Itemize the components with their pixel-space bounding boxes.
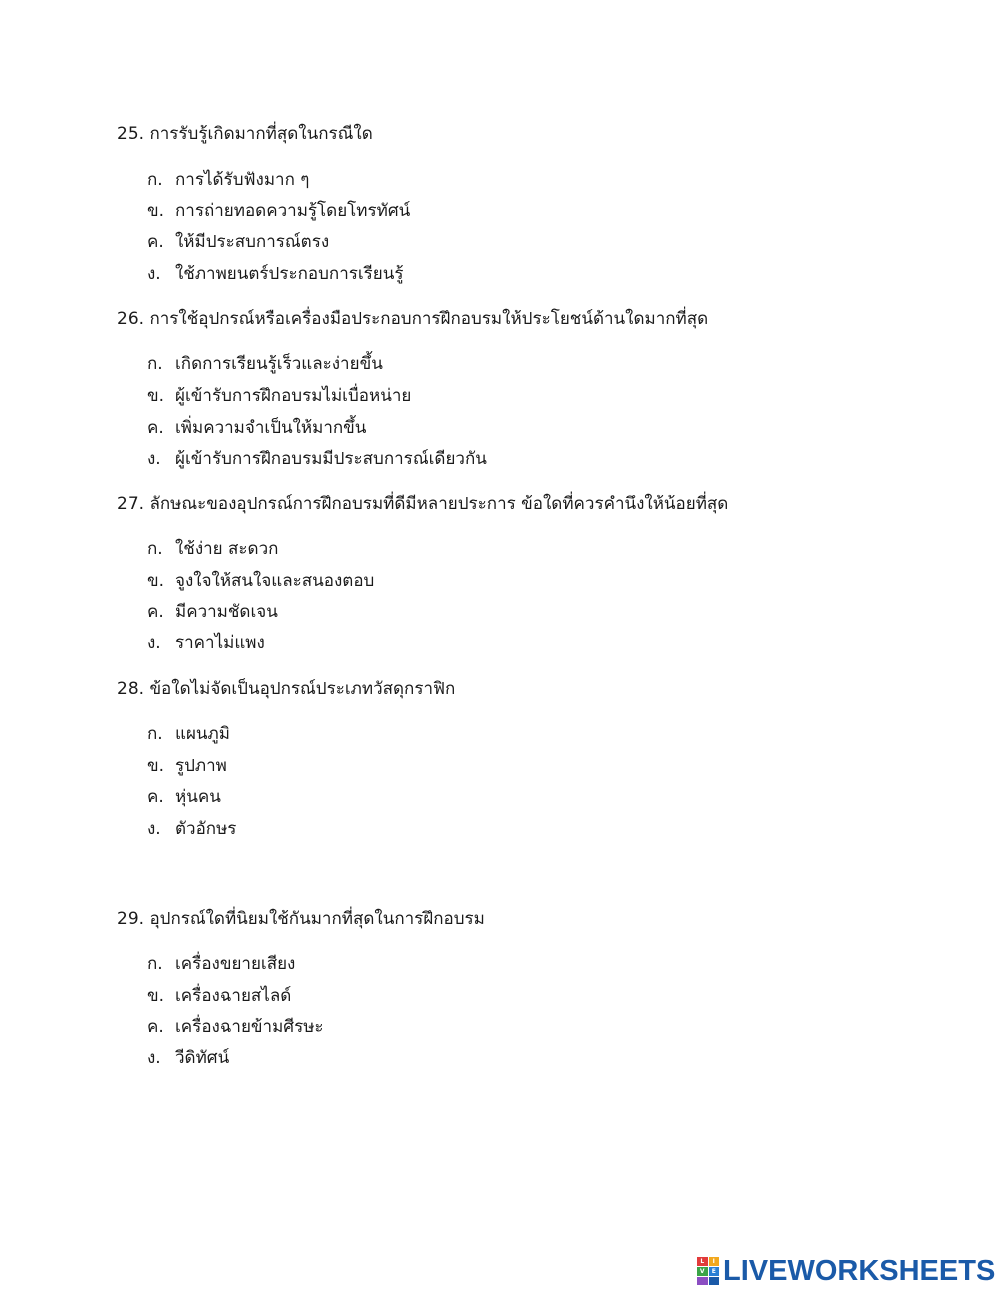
option-text: ให้มีประสบการณ์ตรง bbox=[175, 232, 330, 252]
option-text: เครื่องขยายเสียง bbox=[175, 954, 296, 974]
liveworksheets-logo-text: LIVEWORKSHEETS bbox=[723, 1254, 996, 1287]
logo-block-accent-1 bbox=[697, 1277, 708, 1285]
question-29-option-d[interactable] bbox=[147, 1046, 229, 1070]
option-letter: ง. bbox=[147, 264, 161, 284]
logo-block-v: V bbox=[697, 1267, 708, 1276]
option-text: หุ่นคน bbox=[175, 787, 221, 807]
option-text: เครื่องฉายสไลด์ bbox=[175, 986, 292, 1006]
question-26-option-a[interactable] bbox=[147, 352, 383, 376]
question-29-option-c[interactable] bbox=[147, 1015, 324, 1039]
question-25-option-d[interactable] bbox=[147, 262, 404, 286]
liveworksheets-logo bbox=[697, 1254, 995, 1288]
question-25-option-b[interactable] bbox=[147, 199, 410, 223]
option-letter: ง. bbox=[147, 1048, 161, 1068]
question-26-option-d[interactable] bbox=[147, 447, 487, 471]
option-letter: ข. bbox=[147, 756, 165, 776]
option-text: เครื่องฉายข้ามศีรษะ bbox=[175, 1017, 324, 1037]
question-26-option-c[interactable] bbox=[147, 416, 366, 440]
question-29-stem: 29. อุปกรณ์ใดที่นิยมใช้กันมากที่สุดในการฝึกอบรม bbox=[117, 909, 485, 929]
question-28-option-a[interactable] bbox=[147, 722, 230, 746]
question-26-stem: 26. การใช้อุปกรณ์หรือเครื่องมือประกอบการฝึกอบรมให้ประโยชน์ด้านใดมากที่สุด bbox=[117, 309, 709, 329]
option-letter: ง. bbox=[147, 819, 161, 839]
option-text: ผู้เข้ารับการฝึกอบรมมีประสบการณ์เดียวกัน bbox=[175, 449, 487, 469]
option-text: มีความชัดเจน bbox=[175, 602, 278, 622]
option-text: ใช้ง่าย สะดวก bbox=[175, 539, 279, 559]
liveworksheets-logo-icon bbox=[697, 1257, 719, 1285]
question-26-option-b[interactable] bbox=[147, 384, 411, 408]
option-letter: ค. bbox=[147, 1017, 164, 1037]
option-text: ราคาไม่แพง bbox=[175, 633, 265, 653]
option-letter: ข. bbox=[147, 986, 165, 1006]
option-letter: ค. bbox=[147, 418, 164, 438]
question-27-option-b[interactable] bbox=[147, 569, 374, 593]
question-28-option-b[interactable] bbox=[147, 754, 227, 778]
question-28-option-c[interactable] bbox=[147, 785, 221, 809]
option-text: การถ่ายทอดความรู้โดยโทรทัศน์ bbox=[175, 201, 411, 221]
logo-block-e: E bbox=[709, 1267, 720, 1276]
option-letter: ข. bbox=[147, 571, 165, 591]
option-text: ตัวอักษร bbox=[175, 819, 237, 839]
question-28-option-d[interactable] bbox=[147, 817, 236, 841]
option-text: ผู้เข้ารับการฝึกอบรมไม่เบื่อหน่าย bbox=[175, 386, 412, 406]
question-27-stem: 27. ลักษณะของอุปกรณ์การฝึกอบรมที่ดีมีหลายประการ ข้อใดที่ควรคำนึงให้น้อยที่สุด bbox=[117, 494, 729, 514]
option-text: เกิดการเรียนรู้เร็วและง่ายขึ้น bbox=[175, 354, 383, 374]
option-letter: ค. bbox=[147, 787, 164, 807]
option-text: ใช้ภาพยนตร์ประกอบการเรียนรู้ bbox=[175, 264, 404, 284]
logo-block-accent-2 bbox=[709, 1277, 720, 1285]
option-letter: ก. bbox=[147, 354, 163, 374]
option-letter: ก. bbox=[147, 954, 163, 974]
option-text: รูปภาพ bbox=[175, 756, 227, 776]
question-25-option-c[interactable] bbox=[147, 230, 329, 254]
question-29-option-b[interactable] bbox=[147, 984, 291, 1008]
option-text: การได้รับฟังมาก ๆ bbox=[175, 170, 310, 190]
question-28-stem: 28. ข้อใดไม่จัดเป็นอุปกรณ์ประเภทวัสดุกราฟิก bbox=[117, 679, 456, 699]
logo-block-l: L bbox=[697, 1257, 708, 1266]
question-29-option-a[interactable] bbox=[147, 952, 295, 976]
option-letter: ก. bbox=[147, 539, 163, 559]
option-text: วีดิทัศน์ bbox=[175, 1048, 230, 1068]
logo-block-i: I bbox=[709, 1257, 720, 1266]
question-25-stem: 25. การรับรู้เกิดมากที่สุดในกรณีใด bbox=[117, 124, 373, 144]
option-letter: ค. bbox=[147, 602, 164, 622]
option-letter: ข. bbox=[147, 201, 165, 221]
option-text: จูงใจให้สนใจและสนองตอบ bbox=[175, 571, 375, 591]
option-letter: ก. bbox=[147, 170, 163, 190]
question-27-option-a[interactable] bbox=[147, 537, 278, 561]
option-text: แผนภูมิ bbox=[175, 724, 230, 744]
option-letter: ง. bbox=[147, 449, 161, 469]
option-letter: ง. bbox=[147, 633, 161, 653]
question-27-option-d[interactable] bbox=[147, 631, 265, 655]
option-letter: ข. bbox=[147, 386, 165, 406]
option-text: เพิ่มความจำเป็นให้มากขึ้น bbox=[175, 418, 367, 438]
question-27-option-c[interactable] bbox=[147, 600, 278, 624]
option-letter: ก. bbox=[147, 724, 163, 744]
question-25-option-a[interactable] bbox=[147, 168, 309, 192]
option-letter: ค. bbox=[147, 232, 164, 252]
